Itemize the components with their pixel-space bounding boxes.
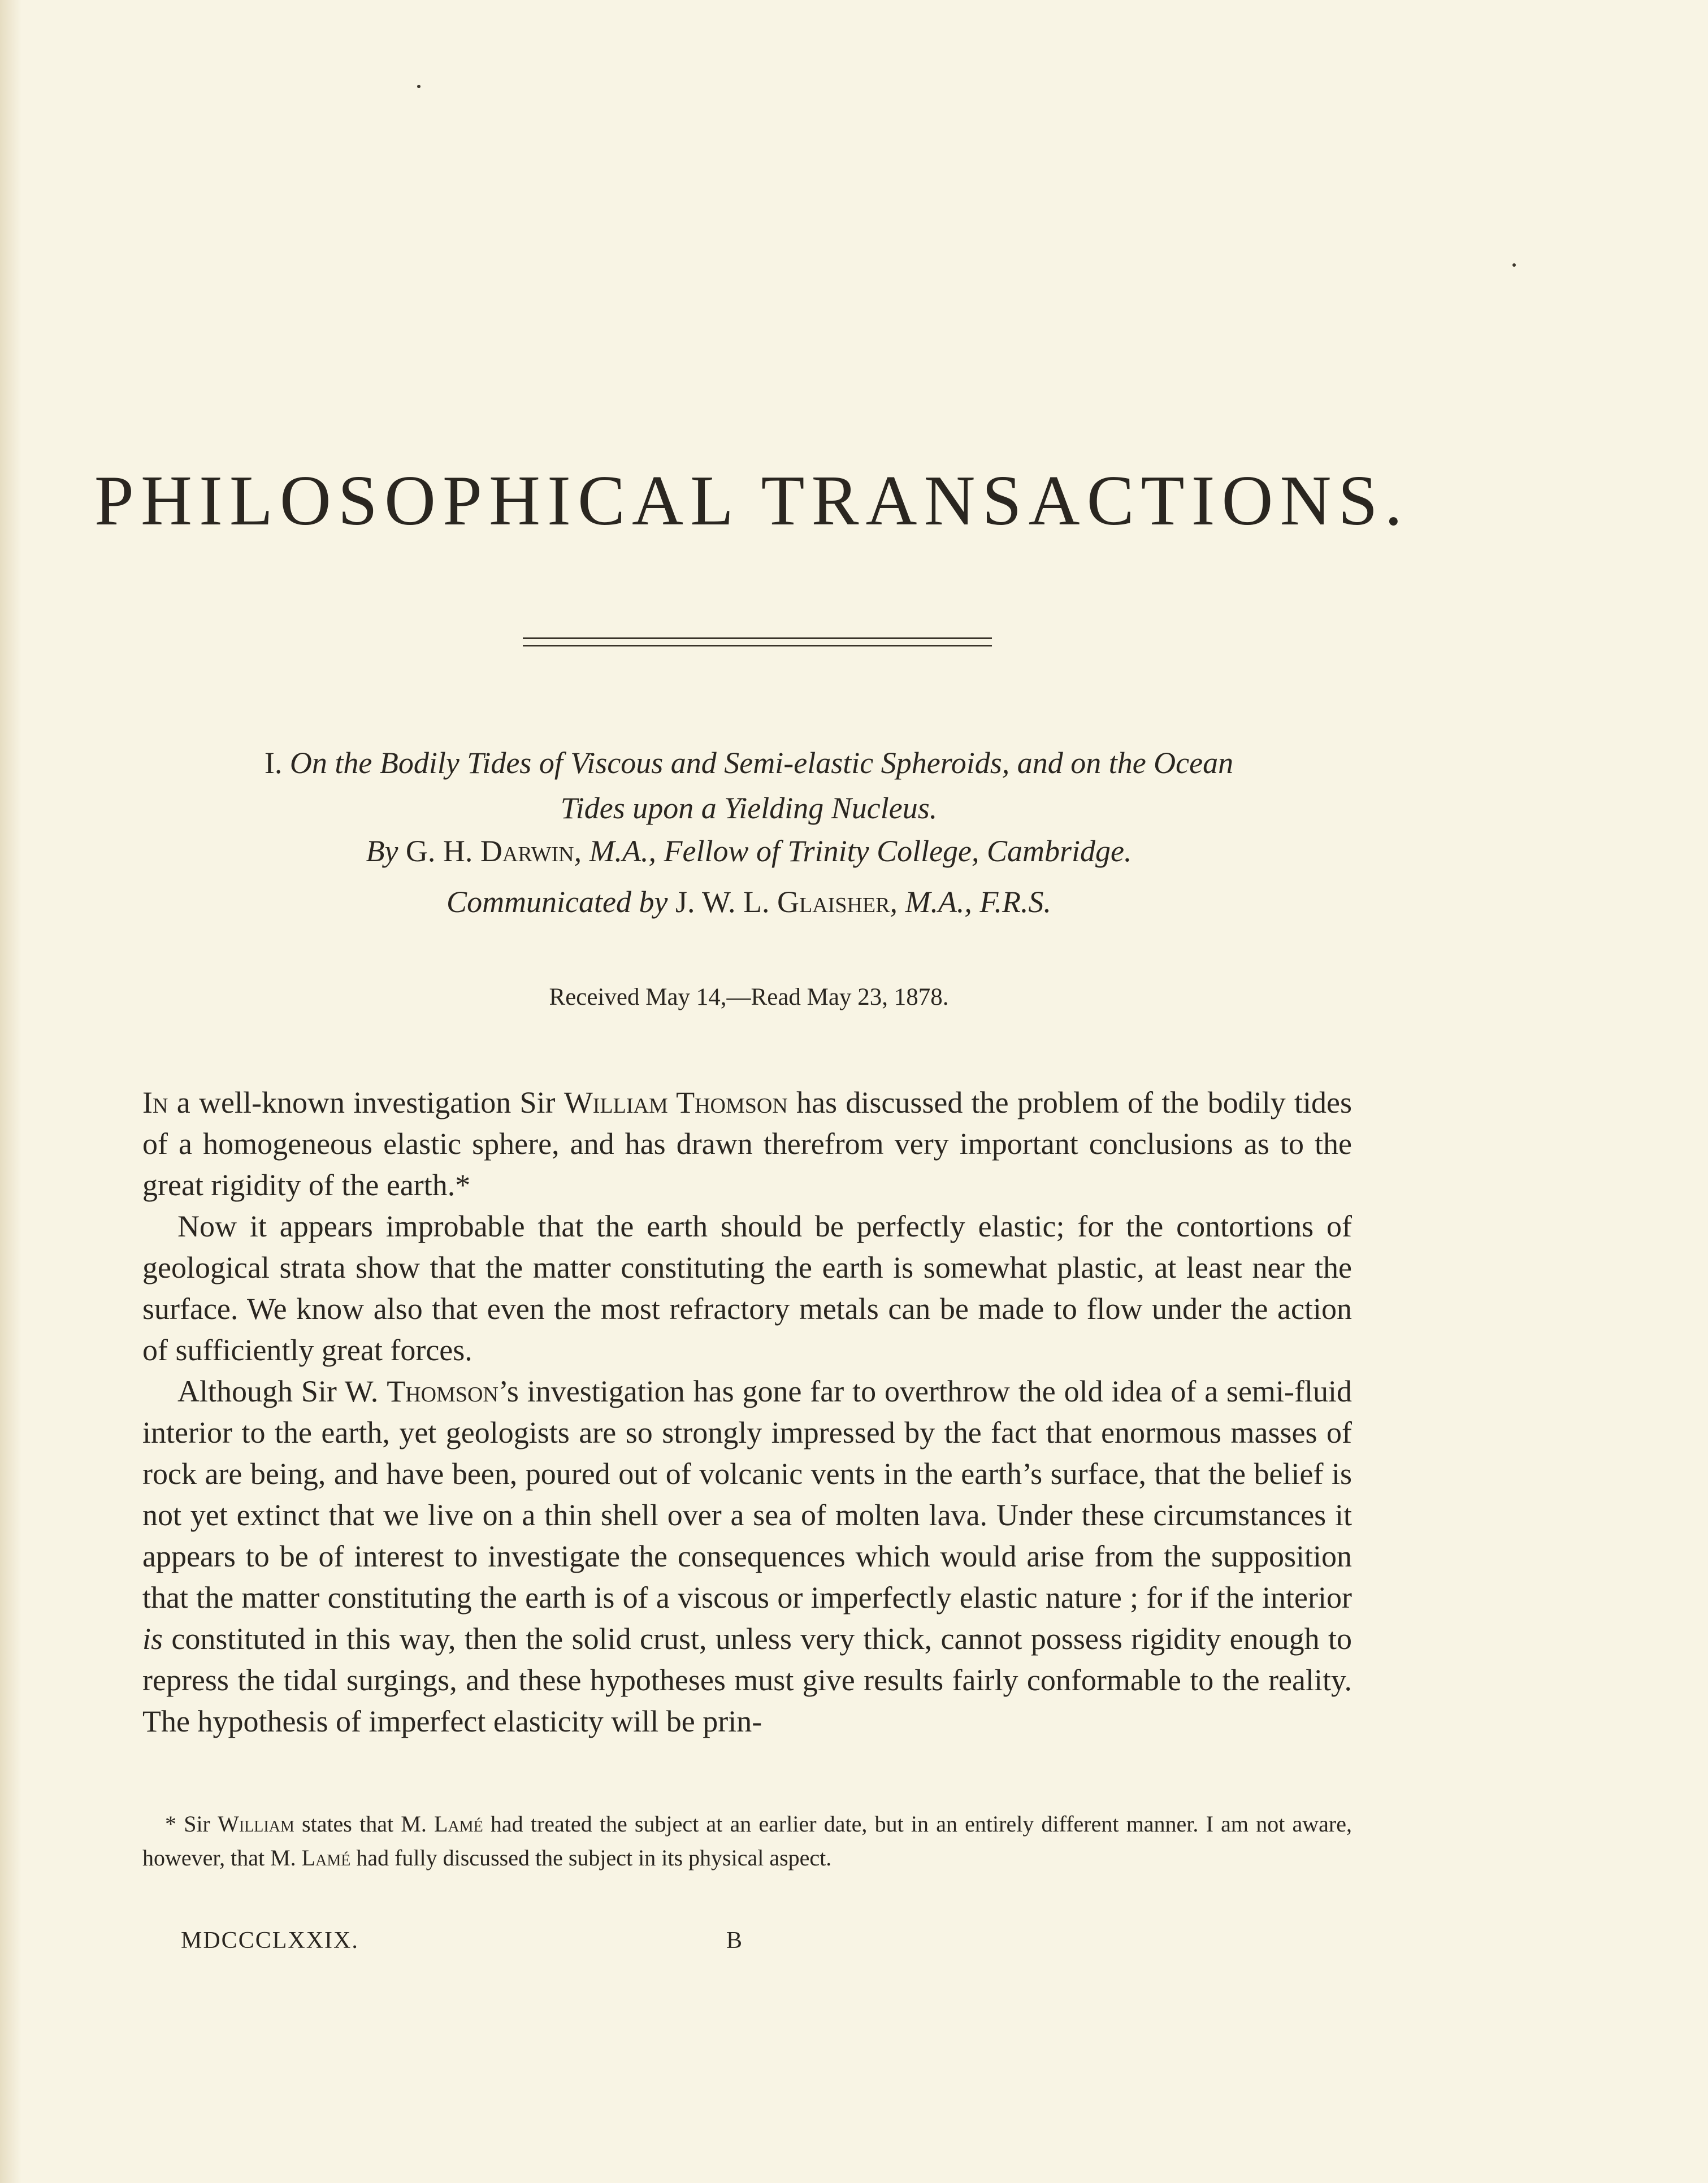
printer-signature: B [726,1928,743,1954]
paragraph-3: Although Sir W. Thomson’s investigation has gone far to overthrow the old idea of a semi-fluid interior to the earth, yet geologists are so strongly impressed by the fact that enormous masses of rock are being, and have been, poured out of volcanic vents in the earth’s surface, that the belief is not yet extinct that we live on a thin shell over a sea of molten lava. Under these circumstances it appears to be of interest to investigate the consequences which would arise from the supposition that the matter constituting the earth is of a viscous or imperfectly elastic nature ; for if the interior is constituted in this way, then the solid crust, unless very thick, cannot possess rigidity enough to repress the tidal surgings, and these hypotheses must give results fairly conformable to the reality. The hypothesis of imperfect elasticity will be prin- [142,1374,1352,1738]
footnote: * Sir William states that M. Lamé had treated the subject at an earlier date, but in an entirely different manner. I am not aware, however, that M. Lamé had fully discussed the subject in its physical aspect. [142,1811,1352,1870]
paper-title-line1: On the Bodily Tides of Viscous and Semi-elastic Spheroids, and on the Ocean [289,746,1234,780]
journal-title: PHILOSOPHICAL TRANSACTIONS. [94,462,1410,540]
title-double-rule [523,637,992,646]
volume-year: MDCCCLXXIX. [181,1928,359,1954]
communicated-line: Communicated by J. W. L. Glaisher, M.A., F.R.S. [446,885,1051,919]
paper-speck [1512,263,1516,267]
page-edge-shadow [0,0,21,2183]
received-date: Received May 14,—Read May 23, 1878. [549,984,949,1010]
paragraph-1: In a well-known investigation Sir William Thomson has discussed the problem of the bodily tides of a homogeneous elastic sphere, and has drawn therefrom very important conclusions as to the great rigidity of the earth.* [142,1086,1352,1202]
paper-title [141,740,1356,831]
paragraph-2: Now it appears improbable that the earth should be perfectly elastic; for the contortions of geological strata show that the matter constituting the earth is somewhat plastic, at least near the surface. We know also that even the most refractory metals can be made to flow under the action of sufficiently great forces. [142,1209,1352,1367]
author-name: Darwin [480,834,574,868]
paper-number: I. [264,746,283,780]
paper-title-line2: Tides upon a Yielding Nucleus. [560,791,938,825]
paper-speck [417,85,421,88]
author-line: By G. H. Darwin, M.A., Fellow of Trinity College, Cambridge. [366,834,1132,868]
body-text [142,1082,1352,1742]
communicator-name: Glaisher [777,885,890,919]
